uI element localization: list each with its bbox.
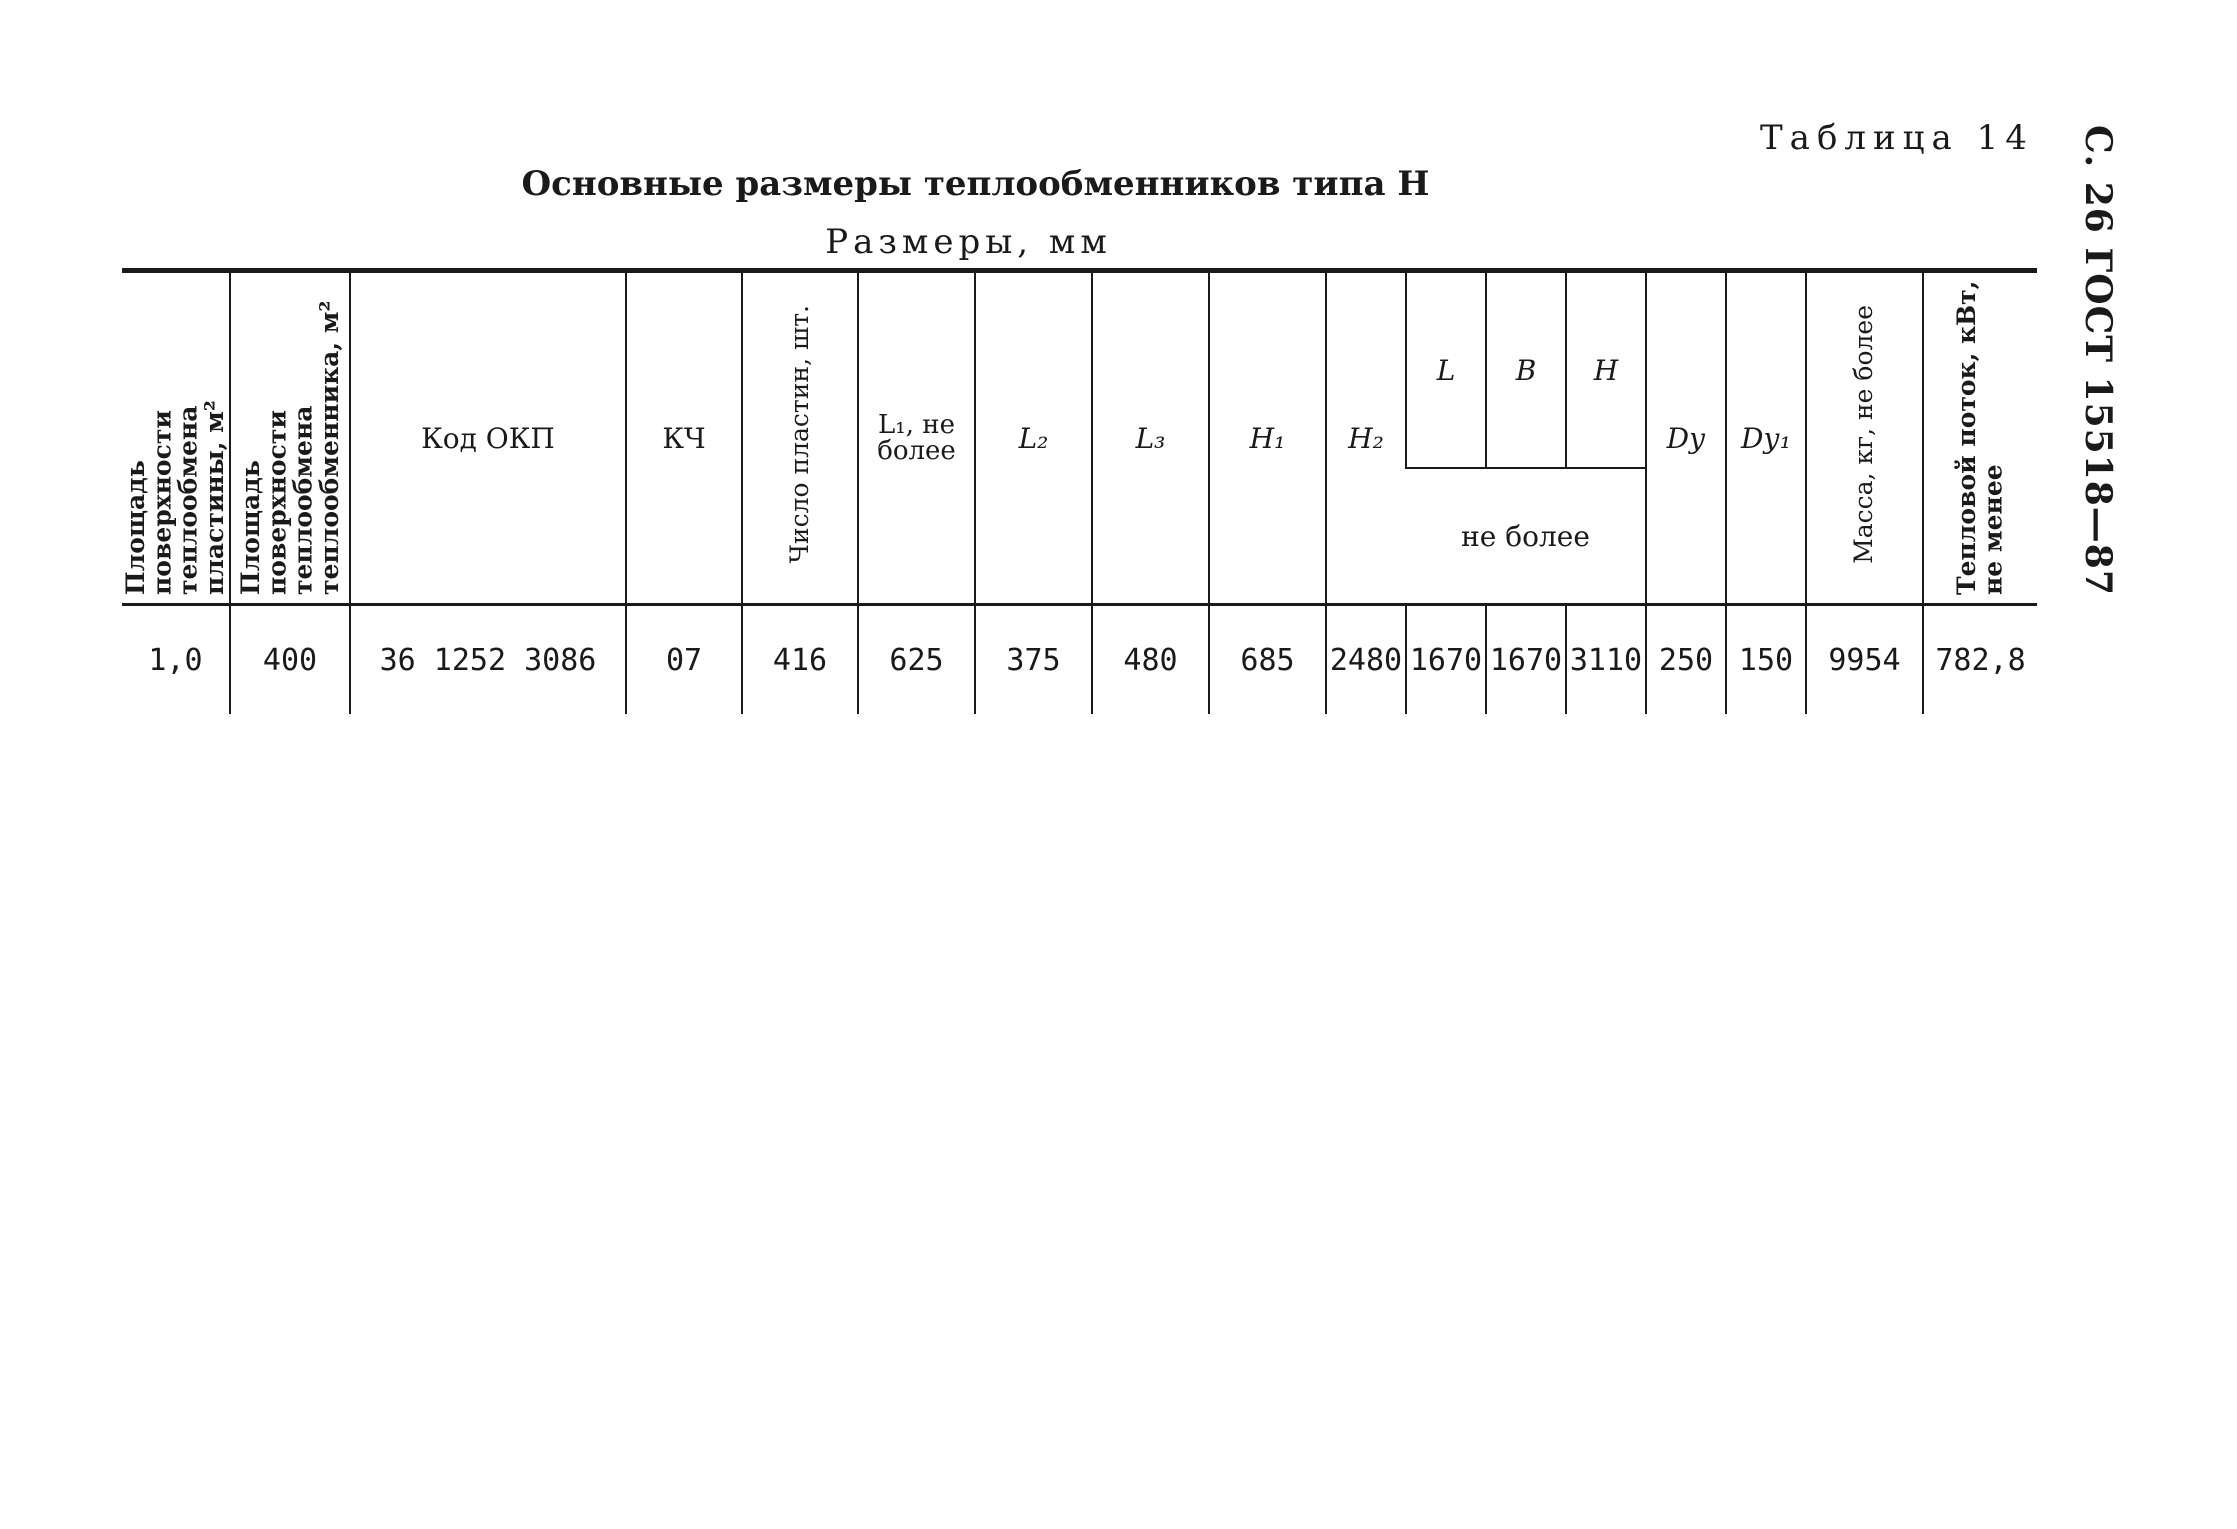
cell-kch: 07 [626,605,742,715]
cell-l1: 625 [858,605,975,715]
cell-h2: 2480 [1326,605,1406,715]
header-group-note: не более [1406,468,1646,604]
table-title [0,164,2237,204]
header-dy1: Dу₁ [1726,271,1806,605]
header-plate-area: Площадь поверхности теплообмена пластины, м² [122,271,230,605]
header-l2: L₂ [975,271,1092,605]
header-heat-flow: Тепловой поток, кВт, не менее [1923,271,2037,605]
cell-l2: 375 [975,605,1092,715]
header-h2: H₂ [1326,271,1406,605]
cell-plates-count: 416 [742,605,858,715]
header-l3: L₃ [1092,271,1209,605]
units-label-text: Размеры, мм [825,222,1112,262]
header-l1: L₁, не более [858,271,975,605]
table-caption: Таблица 14 [1760,118,2034,158]
header-kch: КЧ [626,271,742,605]
cell-okp-code: 36 1252 3086 [350,605,626,715]
header-row [122,271,2037,469]
cell-mass: 9954 [1806,605,1923,715]
page-header-text: С. 26 ГОСТ 15518—87 [2077,125,2119,596]
cell-b: 1670 [1486,605,1566,715]
cell-l: 1670 [1406,605,1486,715]
header-h1: H₁ [1209,271,1326,605]
cell-exchanger-area: 400 [230,605,350,715]
units-label [0,222,2237,262]
dimensions-table [122,268,2037,714]
header-h: H [1566,271,1646,469]
header-okp-code: Код ОКП [350,271,626,605]
header-plates-count: Число пластин, шт. [742,271,858,605]
header-b: B [1486,271,1566,469]
cell-h1: 685 [1209,605,1326,715]
table-row [122,605,2037,715]
cell-dy: 250 [1646,605,1726,715]
header-l: L [1406,271,1486,469]
cell-h: 3110 [1566,605,1646,715]
cell-heat-flow: 782,8 [1923,605,2037,715]
header-mass: Масса, кг, не более [1806,271,1923,605]
cell-dy1: 150 [1726,605,1806,715]
table-title-text: Основные размеры теплообменников типа Н [521,164,1430,204]
header-dy: Dу [1646,271,1726,605]
cell-l3: 480 [1092,605,1209,715]
cell-plate-area: 1,0 [122,605,230,715]
header-exchanger-area: Площадь поверхности теплообмена теплообменника, м² [230,271,350,605]
